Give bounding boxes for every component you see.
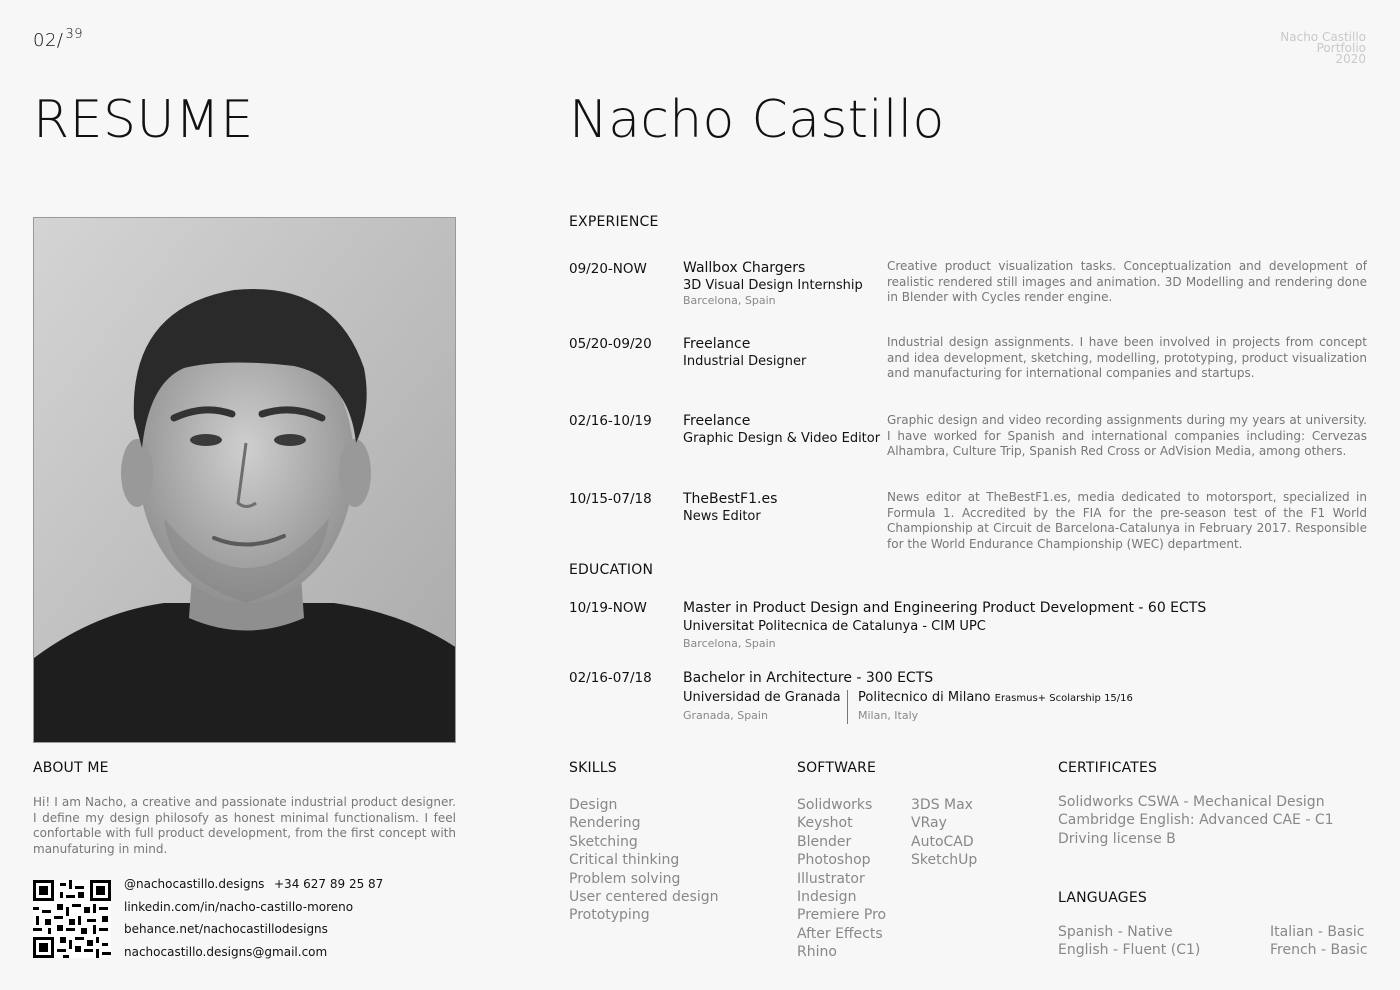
page-current: 02/ [33, 30, 64, 51]
education-title: Master in Product Design and Engineering Product Development - 60 ECTS [683, 600, 1207, 616]
list-item: Solidworks CSWA - Mechanical Design [1058, 794, 1325, 810]
about-text: Hi! I am Nacho, a creative and passionate industrial product designer. I define my design philosofy as honest minimal functionalism. I feel confortable with full product development, from the first concept with manufaturing in mind. [33, 795, 456, 856]
about-heading: ABOUT ME [33, 760, 109, 776]
experience-org: TheBestF1.es [683, 491, 778, 507]
software-list-secondary [911, 796, 977, 870]
list-item: Photoshop [797, 852, 871, 869]
list-item: Driving license B [1058, 830, 1176, 847]
list-item: Keyshot [797, 815, 853, 832]
list-item: Critical thinking [569, 852, 680, 869]
name-title: Nacho Castillo [569, 90, 945, 150]
experience-role: Industrial Designer [683, 354, 807, 369]
list-item: Rhino [797, 944, 837, 961]
software-list-primary [797, 796, 886, 962]
list-item: Cambridge English: Advanced CAE - C1 [1058, 812, 1334, 829]
list-item: Illustrator [797, 870, 865, 887]
page-number [33, 27, 84, 51]
instagram-link[interactable]: @nachocastillo.designs [124, 877, 265, 891]
skills-list [569, 796, 719, 925]
experience-heading: EXPERIENCE [569, 214, 659, 230]
list-item: Rendering [569, 815, 641, 832]
list-item: Premiere Pro [797, 907, 887, 924]
experience-org: Wallbox Chargers [683, 260, 806, 276]
email-link[interactable]: nachocastillo.designs@gmail.com [124, 945, 328, 959]
experience-role: Graphic Design & Video Editor [683, 431, 881, 446]
experience-role: News Editor [683, 509, 761, 524]
experience-org: Freelance [683, 413, 751, 429]
qr-code[interactable] [33, 880, 111, 958]
languages-list-primary [1058, 923, 1200, 960]
experience-description: Creative product visualization tasks. Conceptualization and development of realistic rendered still images and animation. 3D Modelling and rendering done in Blender with Cycles render engine. [887, 259, 1367, 304]
list-item: Solidworks [797, 797, 873, 813]
brand-block [1280, 32, 1366, 65]
list-item: Sketching [569, 833, 638, 850]
exchange-note: Erasmus+ Scolarship 15/16 [994, 693, 1133, 704]
list-item: SketchUp [911, 852, 978, 869]
brand-sub: Portfolio [1316, 41, 1366, 55]
education-school-exchange [858, 690, 1133, 705]
experience-date: 02/16-10/19 [569, 413, 652, 429]
experience-description: Industrial design assignments. I have been involved in projects from concept and idea development, sketching, modelling, prototyping, product visualization and manufacturing for international companies and startups. [887, 335, 1367, 380]
skills-heading: SKILLS [569, 760, 617, 776]
education-location: Milan, Italy [858, 709, 919, 722]
list-item: 3DS Max [911, 797, 973, 813]
experience-description: Graphic design and video recording assignments during my years at university. I have worked for Spanish and international companies including: Cervezas Alhambra, Culture Trip, Spanish Red Cross or AdVision Media, among others. [887, 413, 1367, 458]
education-location: Granada, Spain [683, 709, 768, 722]
list-item: User centered design [569, 889, 719, 906]
phone-number[interactable]: +34 627 89 25 87 [274, 877, 384, 891]
brand-year: 2020 [1335, 52, 1366, 66]
experience-role: 3D Visual Design Internship [683, 278, 863, 293]
list-item: Problem solving [569, 870, 681, 887]
list-item: After Effects [797, 925, 883, 942]
behance-link[interactable]: behance.net/nachocastillodesigns [124, 922, 328, 936]
list-item: Prototyping [569, 907, 650, 924]
list-item: Italian - Basic [1270, 924, 1365, 940]
resume-title: RESUME [33, 90, 254, 150]
list-item: VRay [911, 815, 947, 832]
education-title: Bachelor in Architecture - 300 ECTS [683, 670, 934, 686]
education-heading: EDUCATION [569, 562, 654, 578]
list-item: Spanish - Native [1058, 924, 1173, 940]
languages-list-secondary [1270, 923, 1368, 960]
certificates-list [1058, 793, 1334, 848]
languages-heading: LANGUAGES [1058, 890, 1147, 906]
list-item: Blender [797, 833, 852, 850]
page-total: 39 [65, 27, 84, 42]
experience-date: 09/20-NOW [569, 261, 647, 277]
education-location: Barcelona, Spain [683, 637, 776, 650]
experience-location: Barcelona, Spain [683, 294, 776, 307]
experience-date: 10/15-07/18 [569, 491, 652, 507]
education-school: Universidad de Granada [683, 690, 841, 705]
education-divider [847, 690, 848, 724]
list-item: AutoCAD [911, 833, 974, 850]
portrait-photo [33, 217, 456, 743]
list-item: Design [569, 797, 618, 813]
brand-name: Nacho Castillo [1280, 30, 1366, 44]
list-item: Indesign [797, 889, 857, 906]
education-school: Universitat Politecnica de Catalunya - CIM UPC [683, 619, 986, 634]
experience-description: News editor at TheBestF1.es, media dedicated to motorsport, specialized in Formula 1. Accredited by the FIA for the pre-season test of the F1 World Championship at Circuit de Barcelona-Catalunya in February 2017. Responsible for the World Endurance Championship (WEC) department. [887, 490, 1367, 551]
software-heading: SOFTWARE [797, 760, 877, 776]
experience-date: 05/20-09/20 [569, 336, 652, 352]
education-date: 10/19-NOW [569, 600, 647, 616]
exchange-school-name: Politecnico di Milano [858, 690, 991, 705]
list-item: French - Basic [1270, 942, 1368, 959]
certificates-heading: CERTIFICATES [1058, 760, 1158, 776]
experience-org: Freelance [683, 336, 751, 352]
education-date: 02/16-07/18 [569, 670, 652, 686]
linkedin-link[interactable]: linkedin.com/in/nacho-castillo-moreno [124, 900, 354, 914]
list-item: English - Fluent (C1) [1058, 942, 1201, 959]
